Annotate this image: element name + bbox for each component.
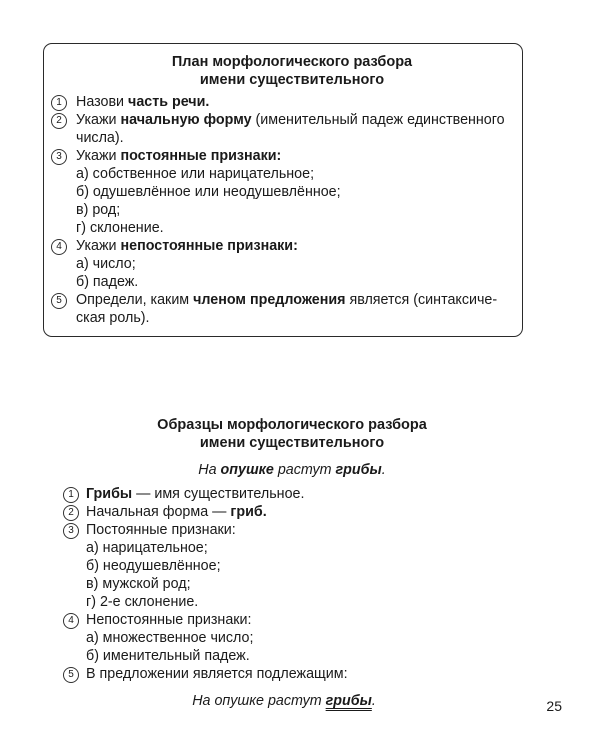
number-1-icon: 1: [63, 487, 79, 503]
sample-item-5: В предложении является подлежащим:: [86, 666, 348, 682]
number-3-icon: 3: [51, 149, 67, 165]
page-number: 25: [546, 698, 562, 714]
sample-item-1: Грибы — имя существительное.: [86, 486, 305, 502]
number-5-icon: 5: [51, 293, 67, 309]
plan-item-3a: а) собственное или нарицательное;: [76, 166, 315, 182]
plan-item-3d: г) склонение.: [76, 220, 164, 236]
sample-item-3a: а) нарицательное;: [86, 540, 208, 556]
number-3-icon: 3: [63, 523, 79, 539]
sample-item-3d: г) 2-е склонение.: [86, 594, 199, 610]
sample-title: Образцы морфологического разбора имени существительного: [157, 417, 427, 451]
plan-item-5: Определи, каким членом предложения является (синтаксиче-: [76, 292, 498, 308]
number-4-icon: 4: [63, 613, 79, 629]
number-2-icon: 2: [63, 505, 79, 521]
sample-item-3c: в) мужской род;: [86, 576, 191, 592]
plan-title: План морфологического разбора имени существительного: [171, 54, 413, 88]
plan-item-4b: б) падеж.: [76, 274, 139, 290]
plan-item-2: Укажи начальную форму (именительный падеж единственного: [76, 112, 505, 128]
sample-item-4a: а) множественное число;: [86, 630, 254, 646]
example-sentence: На опушке растут грибы.: [198, 462, 386, 478]
sample-item-4: Непостоянные признаки:: [86, 612, 252, 628]
final-sentence: На опушке растут грибы.: [192, 693, 376, 709]
number-1-icon: 1: [51, 95, 67, 111]
number-5-icon: 5: [63, 667, 79, 683]
plan-item-1: Назови часть речи.: [76, 94, 210, 110]
sample-item-3b: б) неодушевлённое;: [86, 558, 221, 574]
number-2-icon: 2: [51, 113, 67, 129]
plan-item-4: Укажи непостоянные признаки:: [76, 238, 298, 254]
plan-item-4a: а) число;: [76, 256, 136, 272]
plan-item-3: Укажи постоянные признаки:: [76, 148, 282, 164]
sample-item-4b: б) именительный падеж.: [86, 648, 250, 664]
number-4-icon: 4: [51, 239, 67, 255]
sample-item-3: Постоянные признаки:: [86, 522, 236, 538]
plan-item-2-cont: числа).: [76, 130, 124, 146]
plan-item-5-cont: ская роль).: [76, 310, 150, 326]
sample-item-2: Начальная форма — гриб.: [86, 504, 267, 520]
plan-item-3c: в) род;: [76, 202, 121, 218]
plan-item-3b: б) одушевлённое или неодушевлённое;: [76, 184, 341, 200]
